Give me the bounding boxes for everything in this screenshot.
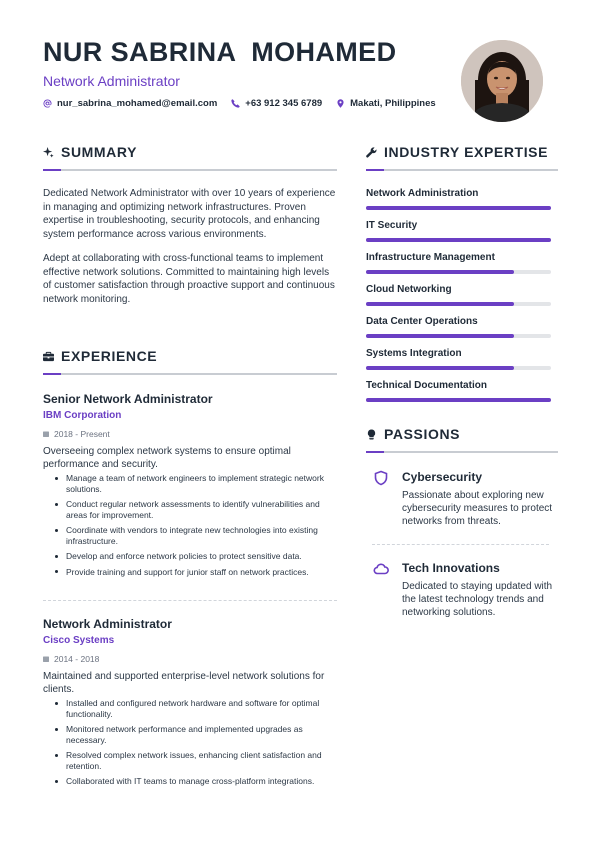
skill-level-fill (366, 302, 514, 306)
experience-section (43, 346, 337, 792)
briefcase-icon (43, 351, 54, 362)
calendar-icon (43, 656, 49, 662)
job-entry (43, 617, 337, 787)
skill-level-fill (366, 206, 551, 210)
list-item: Monitored network performance and implemented upgrades as necessary. (55, 724, 337, 745)
job-description: Maintained and supported enterprise-level network solutions for clients. (43, 671, 325, 695)
contact-email[interactable] (43, 98, 217, 109)
list-item: Conduct regular network assessments to identify vulnerabilities and areas for improvement. (55, 499, 337, 520)
phone-icon (231, 99, 240, 108)
skill-name: Data Center Operations (366, 316, 478, 327)
profile-photo (461, 40, 543, 122)
location-pin-icon (336, 99, 345, 108)
skill-item (366, 348, 558, 370)
passion-divider (372, 544, 549, 545)
summary-divider (43, 169, 337, 171)
right-column (366, 142, 558, 618)
job-bullets (43, 698, 337, 787)
passions-divider (366, 451, 558, 453)
summary-title: SUMMARY (61, 144, 138, 160)
job-divider (43, 600, 337, 601)
passions-header (366, 424, 558, 444)
passions-section (366, 424, 558, 619)
list-item: Installed and configured network hardware and software for optimal functionality. (55, 698, 337, 719)
passion-title: Cybersecurity (402, 470, 483, 484)
lightbulb-icon (366, 429, 377, 440)
skill-level-fill (366, 238, 551, 242)
skills-list (366, 188, 558, 402)
contact-phone[interactable] (231, 98, 322, 109)
passion-title: Tech Innovations (402, 561, 500, 575)
list-item: Manage a team of network engineers to implement strategic network solutions. (55, 473, 337, 494)
job-dates: 2014 - 2018 (43, 654, 337, 664)
job-dates: 2018 - Present (43, 429, 337, 439)
list-item: Provide training and support for junior staff on network practices. (55, 567, 337, 578)
sparkle-icon (43, 147, 54, 158)
skill-name: Infrastructure Management (366, 252, 495, 263)
summary-header (43, 142, 337, 162)
location-text: Makati, Philippines (350, 98, 436, 109)
expertise-title: INDUSTRY EXPERTISE (384, 144, 549, 160)
experience-divider (43, 373, 337, 375)
job-description: Overseeing complex network systems to ensure optimal performance and security. (43, 446, 291, 470)
contact-row (43, 98, 443, 109)
list-item: Collaborated with IT teams to manage cross-platform integrations. (55, 776, 337, 787)
summary-section (43, 142, 337, 306)
expertise-header (366, 142, 558, 162)
skill-name: Technical Documentation (366, 380, 487, 391)
expertise-divider (366, 169, 558, 171)
email-text: nur_sabrina_mohamed@email.com (57, 98, 218, 109)
skill-item (366, 188, 558, 210)
skill-name: Systems Integration (366, 348, 462, 359)
job-bullets (43, 473, 337, 577)
passion-text: Passionate about exploring new cybersecurity measures to protect networks from threats. (402, 490, 553, 527)
shield-icon (373, 470, 389, 486)
left-column (43, 142, 337, 786)
skill-level-bar (366, 270, 551, 274)
skill-level-bar (366, 334, 551, 338)
skill-level-fill (366, 366, 514, 370)
candidate-role: Network Administrator (43, 73, 180, 89)
summary-paragraph-2: Adept at collaborating with cross-functional teams to implement effective network solutions. Committed to maintaining high levels of customer satisfaction through proactive support and continuous network monitoring. (43, 253, 335, 305)
skill-level-bar (366, 302, 551, 306)
expertise-section (366, 142, 558, 402)
list-item: Coordinate with vendors to integrate new technologies into existing infrastructure. (55, 525, 337, 546)
skill-level-bar (366, 206, 551, 210)
skill-level-bar (366, 398, 551, 402)
skill-item (366, 380, 558, 402)
skill-name: IT Security (366, 220, 418, 231)
skill-level-bar (366, 366, 551, 370)
passion-text: Dedicated to staying updated with the latest technology trends and networking solutions. (402, 581, 553, 618)
phone-text: +63 912 345 6789 (245, 98, 323, 109)
candidate-name: NUR SABRINA MOHAMED (43, 37, 397, 67)
contact-location (336, 98, 436, 109)
skill-item (366, 252, 558, 274)
cloud-icon (373, 561, 389, 577)
experience-header (43, 346, 337, 366)
summary-paragraph-1: Dedicated Network Administrator with over 10 years of experience in managing and optimizing network infrastructures. Proven expertise in troubleshooting, security protocols, and enhancing system performance across various environments. (43, 188, 336, 240)
skill-name: Network Administration (366, 188, 479, 199)
skill-item (366, 220, 558, 242)
skill-name: Cloud Networking (366, 284, 452, 295)
job-company: Cisco Systems (43, 635, 115, 646)
calendar-icon (43, 431, 49, 437)
skill-level-fill (366, 398, 551, 402)
passions-title: PASSIONS (384, 426, 461, 442)
experience-title: EXPERIENCE (61, 348, 158, 364)
job-entry (43, 392, 337, 577)
wrench-icon (366, 147, 377, 158)
resume-header (43, 36, 443, 109)
skill-level-fill (366, 334, 514, 338)
skill-level-bar (366, 238, 551, 242)
job-company: IBM Corporation (43, 410, 122, 421)
job-title: Senior Network Administrator (43, 392, 213, 406)
passion-item (366, 561, 558, 619)
skill-level-fill (366, 270, 514, 274)
job-title: Network Administrator (43, 617, 172, 631)
skill-item (366, 284, 558, 306)
list-item: Develop and enforce network policies to protect sensitive data. (55, 551, 337, 562)
at-icon (43, 99, 52, 108)
skill-item (366, 316, 558, 338)
passion-item (366, 470, 558, 528)
list-item: Resolved complex network issues, enhancing client satisfaction and retention. (55, 750, 337, 771)
